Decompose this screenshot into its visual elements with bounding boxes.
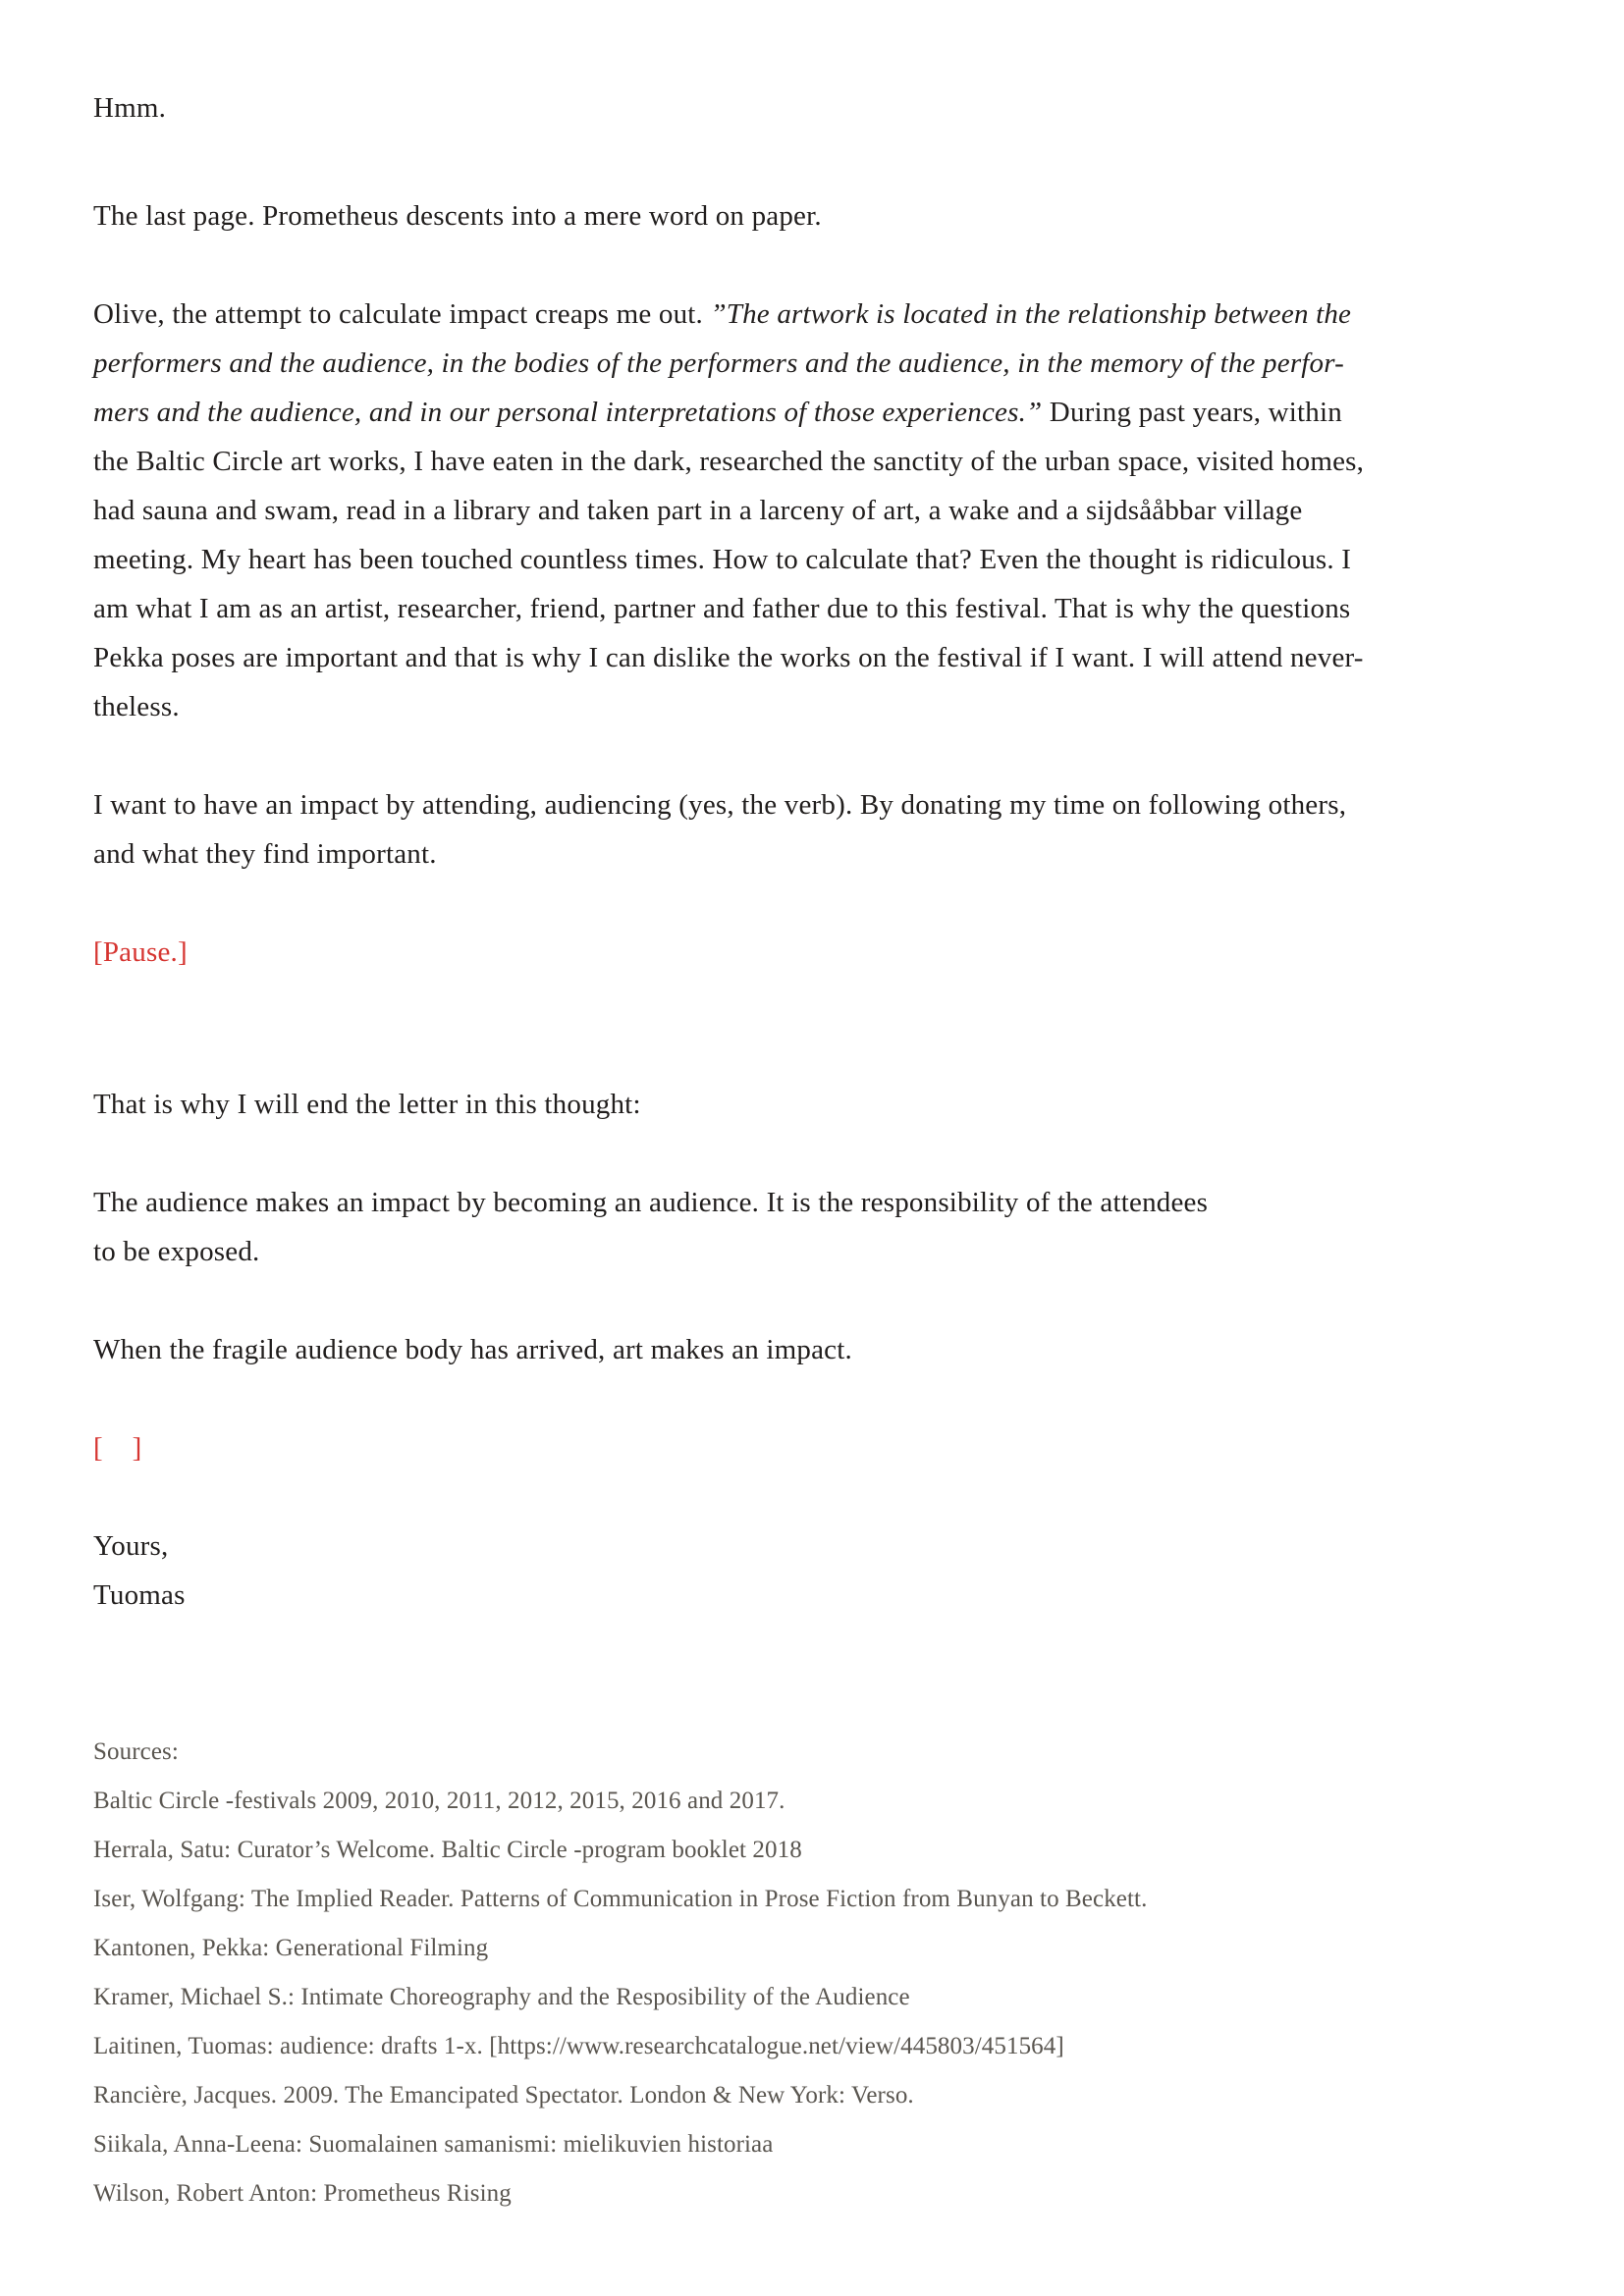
- source-item: Baltic Circle -festivals 2009, 2010, 2011, 2012, 2015, 2016 and 2017.: [93, 1788, 785, 1814]
- opening-line: [93, 83, 1536, 133]
- pause-marker: [93, 928, 1536, 977]
- source-item: Rancière, Jacques. 2009. The Emancipated Spectator. London & New York: Verso.: [93, 2082, 914, 2109]
- text-line: the Baltic Circle art works, I have eaten in the dark, researched the sanctity of the urban space, visited homes,: [93, 446, 1365, 477]
- source-item: Kramer, Michael S.: Intimate Choreography and the Resposibility of the Audience: [93, 1984, 910, 2010]
- signature: [93, 1522, 1536, 1620]
- text-line: [Pause.]: [93, 936, 188, 968]
- text-line: Tuomas: [93, 1579, 186, 1611]
- sources-list: [93, 1728, 1536, 2218]
- source-item: Iser, Wolfgang: The Implied Reader. Patterns of Communication in Prose Fiction from Bunyan to Beckett.: [93, 1886, 1148, 1912]
- text-line: Pekka poses are important and that is why I can dislike the works on the festival if I want. I will attend never-: [93, 642, 1364, 673]
- text-line: Olive, the attempt to calculate impact creaps me out. ”The artwork is located in the relationship between the: [93, 298, 1352, 330]
- empty-bracket-marker: [93, 1423, 1536, 1472]
- text-line: That is why I will end the letter in this thought:: [93, 1089, 641, 1120]
- text-line: Hmm.: [93, 92, 167, 124]
- text-line: [ ]: [93, 1432, 142, 1464]
- text-line: The last page. Prometheus descents into a mere word on paper.: [93, 200, 822, 232]
- impact-quote-paragraph: [93, 290, 1536, 731]
- source-item: Herrala, Satu: Curator’s Welcome. Baltic Circle -program booklet 2018: [93, 1837, 802, 1863]
- text-line: mers and the audience, and in our personal interpretations of those experiences.” During past years, within: [93, 397, 1342, 428]
- text-line: When the fragile audience body has arrived, art makes an impact.: [93, 1334, 852, 1365]
- text-line: theless.: [93, 691, 180, 722]
- closing-intro-line: [93, 1080, 1536, 1129]
- text-line: Yours,: [93, 1530, 169, 1562]
- source-item: Wilson, Robert Anton: Prometheus Rising: [93, 2180, 512, 2207]
- source-item: Laitinen, Tuomas: audience: drafts 1-x. [https://www.researchcatalogue.net/view/445803/451564]: [93, 2033, 1064, 2059]
- text-line: and what they find important.: [93, 838, 437, 870]
- text-line: am what I am as an artist, researcher, friend, partner and father due to this festival. That is why the questions: [93, 593, 1351, 624]
- text-line: The audience makes an impact by becoming an audience. It is the responsibility of the attendees: [93, 1187, 1209, 1218]
- source-item: Kantonen, Pekka: Generational Filming: [93, 1935, 489, 1961]
- fragile-audience-line: [93, 1325, 1536, 1374]
- text-line: to be exposed.: [93, 1236, 260, 1267]
- text-line: I want to have an impact by attending, audiencing (yes, the verb). By donating my time on following others,: [93, 789, 1347, 821]
- text-line: performers and the audience, in the bodies of the performers and the audience, in the memory of the perfor-: [93, 347, 1345, 379]
- source-item: Siikala, Anna-Leena: Suomalainen samanismi: mielikuvien historiaa: [93, 2131, 774, 2158]
- last-page-line: [93, 191, 1536, 240]
- audience-impact-paragraph: [93, 1178, 1536, 1276]
- attending-paragraph: [93, 780, 1536, 879]
- sources-heading: Sources:: [93, 1738, 179, 1765]
- text-line: meeting. My heart has been touched countless times. How to calculate that? Even the thought is ridiculous. I: [93, 544, 1352, 575]
- text-line: had sauna and swam, read in a library and taken part in a larceny of art, a wake and a sijdsååbbar village: [93, 495, 1303, 526]
